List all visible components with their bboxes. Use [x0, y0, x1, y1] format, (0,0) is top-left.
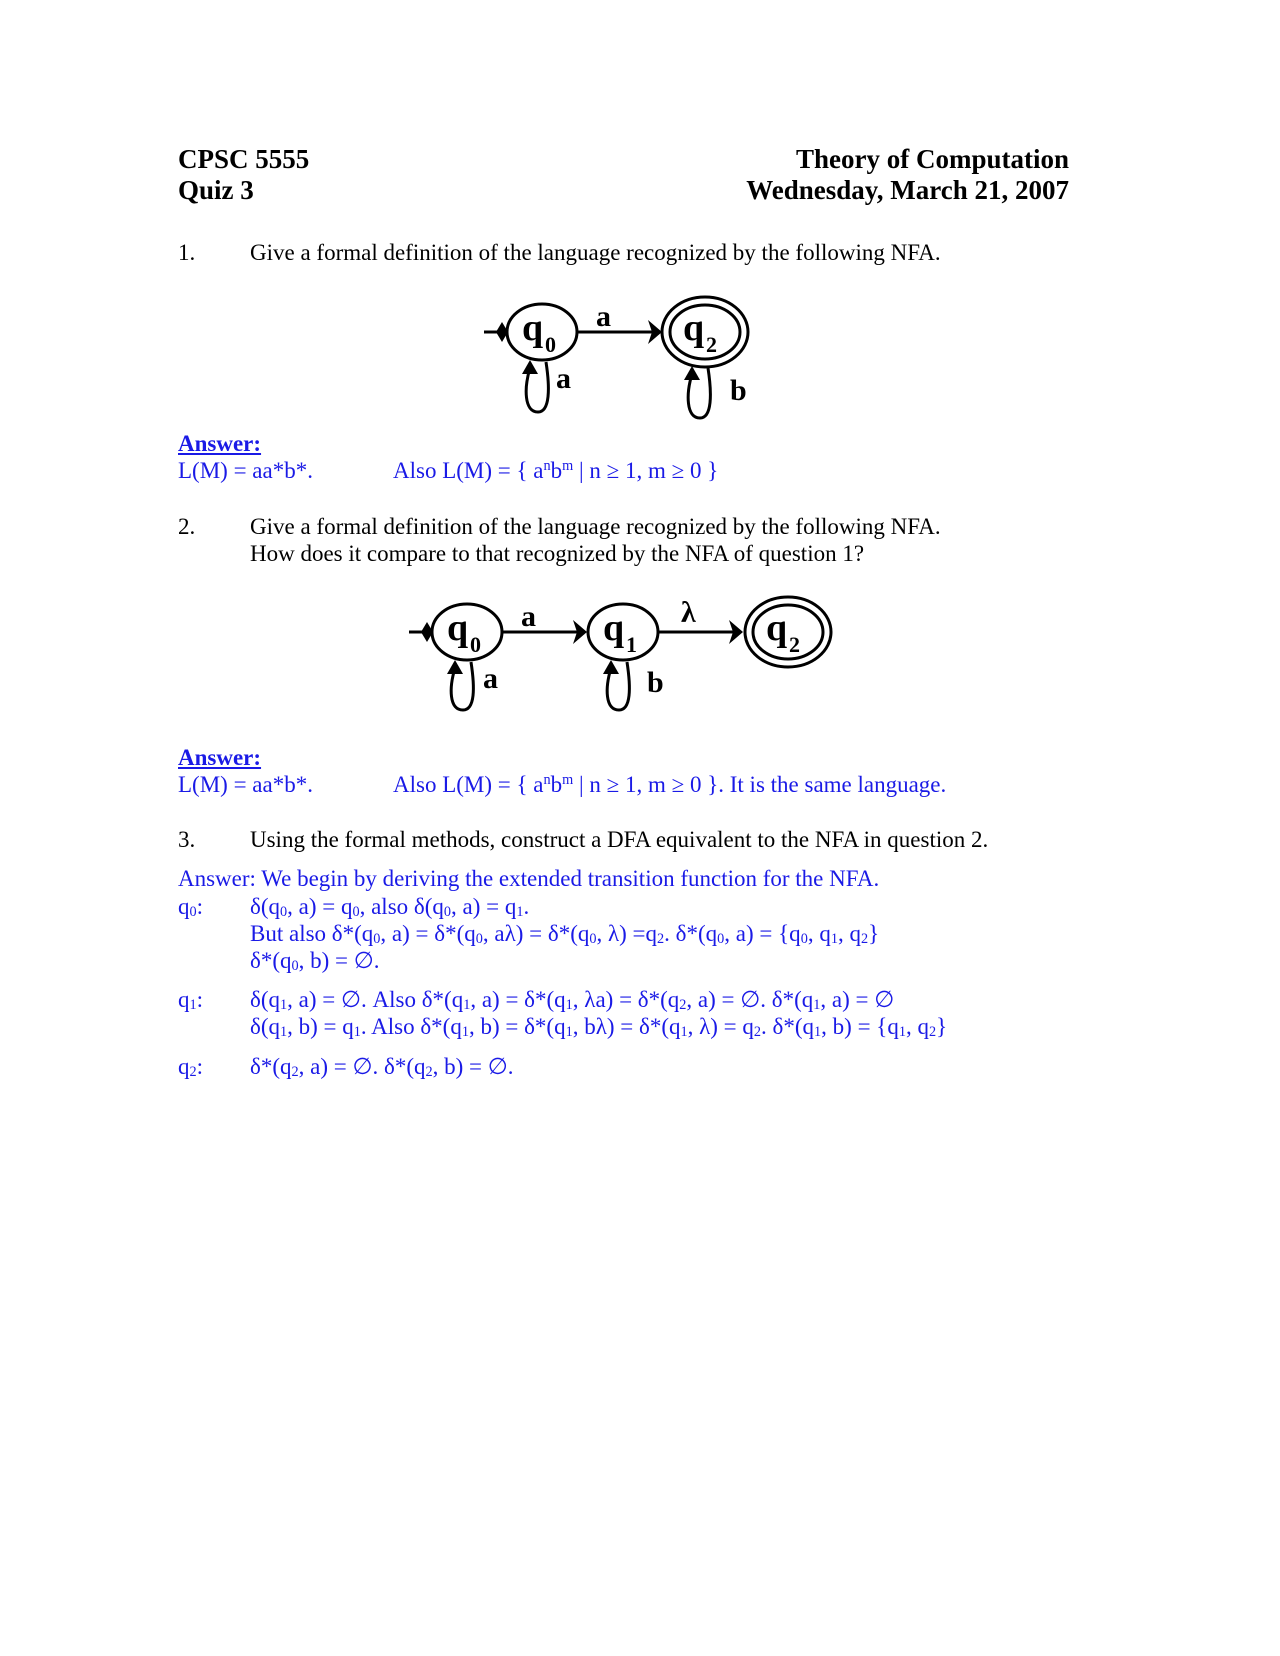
derivation-q1-line1: $\delta(q_1$, a) = ∅. Also $\delta*(q_1$, $a) = \delta*(q_1$, $\lambda a) = \delta*(q_2$, a) = ∅. $\delta*(q_1$, a) = ∅ — [250, 987, 895, 1014]
answer-2-sup-m: m — [562, 772, 574, 789]
answer-1-sup-n: n — [543, 458, 551, 475]
answer-3-intro: Answer: We begin by deriving the extended transition function for the NFA. — [178, 866, 880, 891]
answer-1-set — [393, 458, 718, 484]
derivation-q0-line2: But also $\delta*(q_0$, $a) = \delta*(q_0$, $a\lambda) = \delta*(q_0$, $\lambda) =q_2$. $\delta*(q_0$, $a) = \{q_0$, $q_1$, $q_2$} — [250, 921, 880, 948]
question-2-text-line2: How does it compare to that recognized by the NFA of question 1? — [250, 541, 865, 566]
nfa2-state-q1-sub: 1 — [626, 632, 637, 657]
answer-2-regex: L(M) = aa*b*. — [178, 772, 313, 797]
nfa1-loop-q2-label: b — [730, 374, 747, 407]
nfa1-state-q2-sub: 2 — [706, 332, 717, 357]
answer-1-b: b — [550, 458, 563, 483]
answer-2-heading: Answer: — [178, 745, 262, 770]
question-3-text: Using the formal methods, construct a DFA equivalent to the NFA in question 2. — [250, 827, 989, 852]
nfa2-loop-q1-label: b — [647, 666, 664, 699]
answer-1-set-suffix: | n ≥ 1, m ≥ 0 } — [573, 458, 719, 483]
nfa2-edge-q1-q2-label: λ — [681, 596, 696, 629]
nfa-2-diagram — [405, 592, 845, 722]
answer-2-sup-n: n — [543, 772, 551, 789]
answer-1-set-prefix: Also L(M) = { a — [393, 458, 544, 483]
course-code: CPSC 5555 — [178, 144, 310, 174]
nfa2-state-q2 — [753, 605, 823, 659]
nfa1-edge-label: a — [596, 300, 611, 333]
derivation-q1-label: $q_1$: — [178, 987, 204, 1014]
nfa1-loop-q0-arrowhead — [522, 360, 538, 374]
answer-2-set — [393, 772, 946, 798]
answer-1-sup-m: m — [562, 458, 574, 475]
answer-2-set-suffix: | n ≥ 1, m ≥ 0 }. It is the same language. — [573, 772, 947, 797]
nfa2-loop-q1-arrowhead — [603, 660, 619, 674]
nfa2-state-q0-label: q — [447, 607, 469, 649]
nfa1-state-q2 — [670, 305, 740, 359]
question-3-number: 3. — [178, 827, 196, 852]
answer-1-regex: L(M) = aa*b*. — [178, 458, 313, 483]
nfa2-loop-q0-arrowhead — [447, 660, 463, 674]
quiz-title: Quiz 3 — [178, 175, 254, 205]
question-1-text: Give a formal definition of the language recognized by the following NFA. — [250, 240, 941, 265]
derivation-q1-line2: $\delta(q_1$, $b) = q_1$. Also $\delta*(q_1$, $b) = \delta*(q_1$, $b\lambda) = \delta*(q_1$, $\lambda) = q_2$. $\delta*(q_1$, $b) = \{q_1$, $q_2$} — [250, 1014, 948, 1041]
answer-2-b: b — [550, 772, 563, 797]
question-2-number: 2. — [178, 514, 196, 539]
answer-2-set-prefix: Also L(M) = { a — [393, 772, 544, 797]
nfa-1-diagram — [480, 292, 760, 427]
nfa1-state-q0-sub: 0 — [545, 332, 556, 357]
derivation-q0-line1: $\delta(q_0$, $a) = q_0$, also $\delta(q_0$, $a) = q_1$. — [250, 894, 530, 921]
question-1-number: 1. — [178, 240, 196, 265]
nfa1-state-q0-label: q — [522, 307, 544, 349]
derivation-q2-line1: $\delta*(q_2$, a) = ∅. $\delta*(q_2$, b) = ∅. — [250, 1054, 514, 1081]
nfa2-state-q0-sub: 0 — [470, 632, 481, 657]
nfa2-state-q1-label: q — [603, 607, 625, 649]
nfa2-state-q2-sub: 2 — [789, 632, 800, 657]
quiz-date: Wednesday, March 21, 2007 — [746, 175, 1069, 205]
derivation-q2-label: $q_2$: — [178, 1054, 204, 1081]
nfa2-edge-q0-q1-label: a — [521, 600, 536, 633]
nfa2-loop-q0-label: a — [483, 662, 498, 695]
derivation-q0-line3: $\delta*(q_0$, b) = ∅. — [250, 948, 380, 975]
nfa2-state-q2-label: q — [766, 607, 788, 649]
derivation-q0-label: $q_0$: — [178, 894, 204, 921]
nfa1-state-q2-label: q — [683, 307, 705, 349]
nfa1-loop-q2-arrowhead — [684, 366, 700, 380]
answer-1-heading: Answer: — [178, 431, 262, 456]
nfa1-loop-q0-label: a — [556, 362, 571, 395]
question-2-text-line1: Give a formal definition of the language recognized by the following NFA. — [250, 514, 941, 539]
course-subject: Theory of Computation — [795, 144, 1069, 174]
